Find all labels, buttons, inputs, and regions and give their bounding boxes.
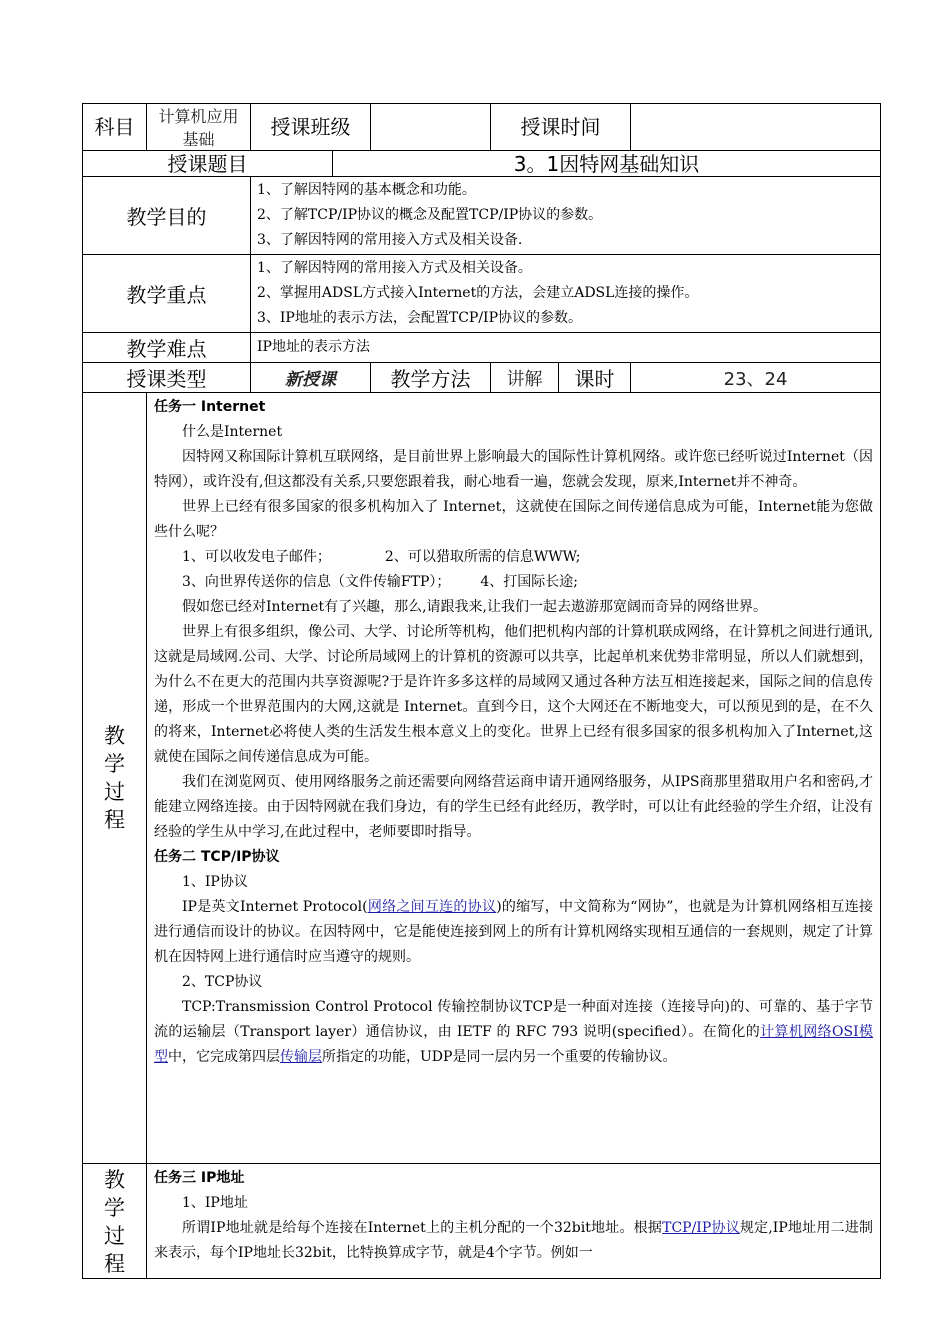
paragraph: 因特网又称国际计算机互联网络，是目前世界上影响最大的国际性计算机网络。或许您已经听说过Internet（因特网），或许没有,但这都没有关系,只要您跟着我，耐心地看一遍，您就会发现，原来,Internet并不神奇。 [154,449,874,490]
label-char: 程 [104,808,125,832]
process-content-1 [147,393,881,1164]
text-span: 所指定的功能，UDP是同一层内另一个重要的传输协议。 [322,1049,677,1065]
label-char: 学 [104,752,125,776]
process-row-2 [83,1164,881,1279]
paragraph: 什么是Internet [182,424,283,440]
list-item: 3、IP地址的表示方法，会配置TCP/IP协议的参数。 [257,310,582,326]
keypoints-row [83,255,881,333]
keypoints-list [251,255,881,333]
process-content-2 [147,1164,881,1279]
label-char: 教 [104,1168,125,1192]
hours-label: 课时 [559,363,631,393]
type-value: 新授课 [251,363,371,393]
subject-label: 科目 [83,104,147,151]
time-label: 授课时间 [491,104,631,151]
list-item: 1、可以收发电子邮件； [182,549,331,565]
paragraph: 1、IP协议 [182,874,248,890]
task-2-title: 任务二 TCP/IP协议 [154,849,280,865]
list-item: 4、打国际长途; [480,574,579,590]
tcpip-link[interactable]: TCP/IP协议 [662,1220,740,1236]
ip-protocol-link[interactable]: 网络之间互连的协议 [367,899,497,915]
paragraph: 世界上有很多组织，像公司、大学、讨论所等机构，他们把机构内部的计算机联成网络，在计算机之间进行通讯,这就是局域网.公司、大学、讨论所局域网上的计算机的资源可以共享，比起单机来优势非常明显，所以人们就想到，为什么不在更大的范围内共享资源呢?于是许许多多这样的局域网又通过各种方法互相连接起来，国际之间的信息传递，形成一个世界范围内的大网,这就是 Internet。直到今日，这个大网还在不断地变大，可以预见到的是，在不久的将来，Internet必将使人类的生活发生根本意义上的变化。世界上已经有很多国家的很多机构加入了Internet,这就使在国际之间传递信息成为可能。 [154,624,874,765]
difficulty-row [83,333,881,363]
list-item: 2、了解TCP/IP协议的概念及配置TCP/IP协议的参数。 [257,207,603,223]
paragraph [154,895,873,970]
list-item: 3、向世界传送你的信息（文件传输FTP）； [182,574,451,590]
task-1-title: 任务一 Internet [154,399,266,415]
time-value [631,104,881,151]
hours-value: 23、24 [631,363,881,393]
class-label: 授课班级 [251,104,371,151]
difficulty-value: IP地址的表示方法 [251,333,881,363]
text-span: )的缩写，中文简称为“网协”，也就是为计算机网络相互连接进行通信而设计的协议。在因特网中，它是能使连接到网上的所有计算机网络实现相互通信的一套规则，规定了计算机在因特网上进行通信时应当遵守的规则。 [154,899,874,965]
paragraph [154,1216,873,1266]
objectives-row [83,177,881,255]
text-span: 所谓IP地址就是给每个连接在Internet上的主机分配的一个32bit地址。根据 [182,1220,663,1236]
text-span: TCP:Transmission Control Protocol 传输控制协议TCP是一种面对连接（连接导向)的、可靠的、基于字节流的运输层（Transport layer）通信协议，由 IETF 的 RFC 793 说明(specified）。在简化的 [154,999,874,1040]
header-row [83,104,881,151]
paragraph: 世界上已经有很多国家的很多机构加入了 Internet，这就使在国际之间传递信息成为可能，Internet能为您做些什么呢？ [154,499,874,540]
list-item: 2、可以猎取所需的信息WWW; [384,549,581,565]
paragraph: 我们在浏览网页、使用网络服务之前还需要向网络营运商申请开通网络服务，从IPS商那里猎取用户名和密码,才能建立网络连接。由于因特网就在我们身边，有的学生已经有此经历，教学时，可以让有此经验的学生介绍，让没有经验的学生从中学习,在此过程中，老师要即时指导。 [154,774,874,840]
difficulty-label: 教学难点 [83,333,251,363]
objectives-list [251,177,881,255]
process-row-1 [83,393,881,1164]
topic-row [83,151,881,177]
process-label [83,393,147,1164]
class-value [371,104,491,151]
list-item: 2、掌握用ADSL方式接入Internet的方法，会建立ADSL连接的操作。 [257,285,699,301]
paragraph: 假如您已经对Internet有了兴趣，那么,请跟我来,让我们一起去遨游那宽阔而奇异的网络世界。 [182,599,767,615]
label-char: 过 [104,780,125,804]
paragraph [154,545,873,570]
list-item: 1、了解因特网的常用接入方式及相关设备。 [257,260,532,276]
paragraph: 2、TCP协议 [182,974,263,990]
label-char: 学 [104,1196,125,1220]
list-item: 1、了解因特网的基本概念和功能。 [257,182,476,198]
task-3-title: 任务三 IP地址 [154,1170,245,1186]
text-span: 中，它完成第四层 [168,1049,280,1065]
label-char: 过 [104,1224,125,1248]
topic-value: 3。1因特网基础知识 [333,151,881,177]
paragraph [154,570,873,595]
process-label-2 [83,1164,147,1279]
keypoints-label: 教学重点 [83,255,251,333]
subject-value: 计算机应用基础 [147,104,251,151]
text-span: 规定,IP地址用二进制来表示，每个IP地址长32bit，比特换算成字节，就是4个字节。例如一 [154,1220,874,1261]
paragraph [154,995,873,1070]
osi-model-link[interactable]: 计算机网络OSI模型 [154,1024,874,1065]
type-label: 授课类型 [83,363,251,393]
list-item: 3、了解因特网的常用接入方式及相关设备. [257,232,523,248]
paragraph: 1、IP地址 [182,1195,248,1211]
label-char: 程 [104,1252,125,1276]
text-span: IP是英文Internet Protocol( [182,899,368,915]
objectives-label: 教学目的 [83,177,251,255]
lesson-plan-table [82,103,881,1279]
method-label: 教学方法 [371,363,491,393]
type-row [83,363,881,393]
method-value: 讲解 [491,363,559,393]
label-char: 教 [104,724,125,748]
topic-label: 授课题目 [83,151,333,177]
transport-layer-link[interactable]: 传输层 [280,1049,322,1065]
